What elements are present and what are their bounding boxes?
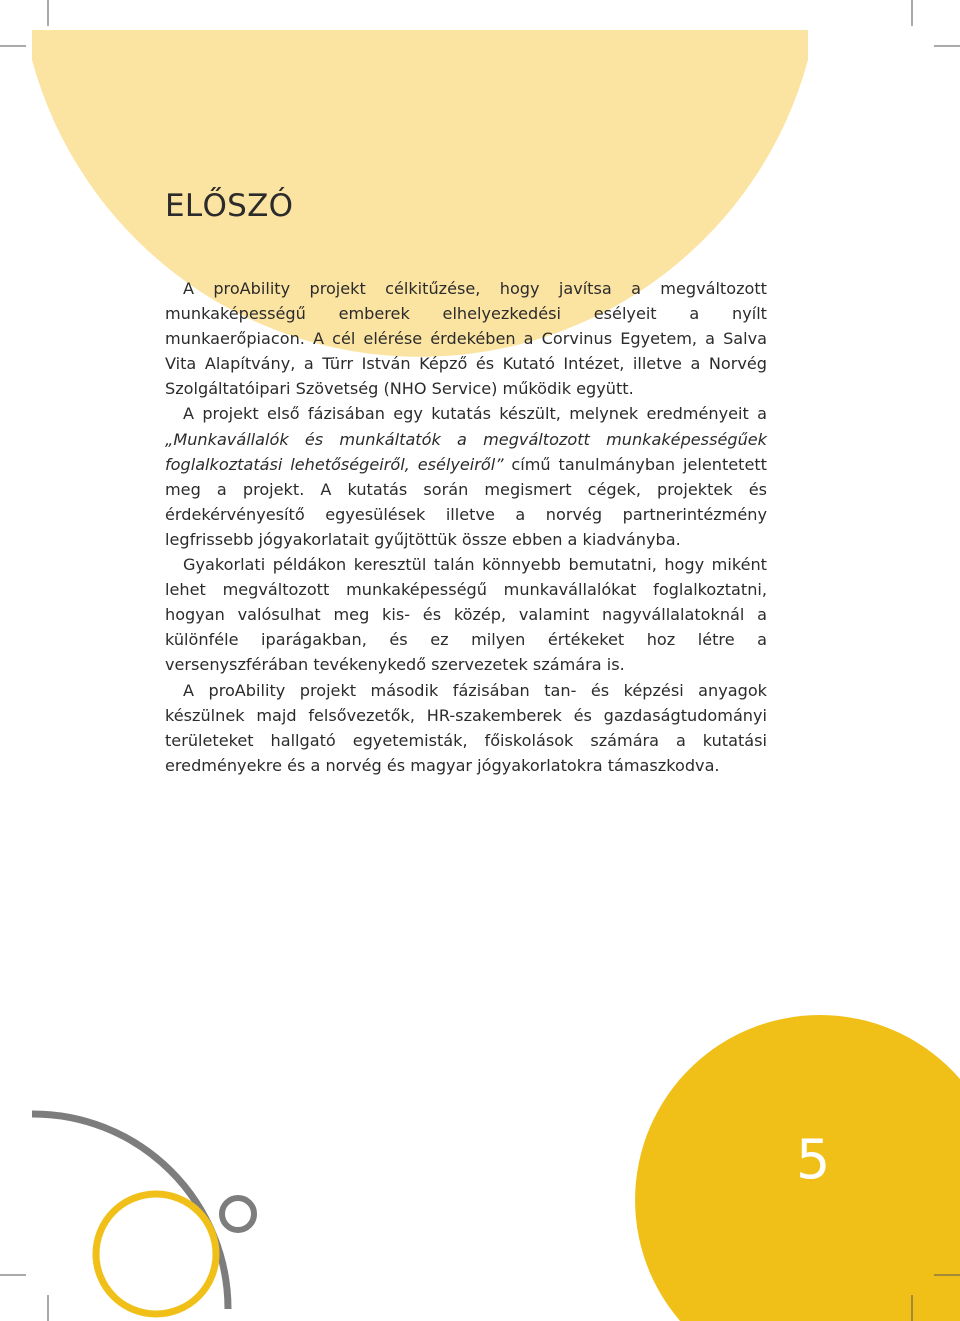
gold-ring-decoration <box>96 1194 216 1314</box>
paragraph-research-lead: A projekt első fázisában egy kutatás készült, melynek eredményeit a <box>183 404 767 424</box>
paragraph-research-rest: című tanulmányban jelentetett meg a projekt. A kutatás során megismert cégek, projektek és érdekérvényesítő egyesülések illetve a norvég partnerintézmény legfrissebb jógyakorlatait gyűjtöttük össze ebben a kiadványba. <box>165 454 767 549</box>
page-number: 5 <box>796 1128 831 1191</box>
paragraph-second-phase: A proAbility projekt második fázisában tan- és képzési anyagok készülnek majd felsővezetők, HR-szakemberek és gazdaságtudományi területeket hallgató egyetemisták, főiskolások számára a kutatási eredményekre és a norvég és magyar jógyakorlatokra támaszkodva. <box>165 680 767 775</box>
page-title: ELŐSZÓ <box>165 188 294 224</box>
paragraph-research <box>165 401 767 552</box>
study-title: „Munkavállalók és munkáltatók a megváltozott munkaképességűek foglalkoztatási lehetőségeiről, esélyeiről” <box>165 429 767 474</box>
foreword-body <box>165 276 767 778</box>
paragraph-examples: Gyakorlati példákon keresztül talán könnyebb bemutatni, hogy miként lehet megváltozott munkaképességű munkavállalókat foglalkoztatni, hogyan valósulhat meg kis- és közép, valamint nagyvállalatoknál a különféle iparágakban, és ez milyen értékeket hoz létre a versenyszférában tevékenykedő szervezetek számára is. <box>165 555 767 675</box>
small-gray-ring-decoration <box>222 1198 254 1230</box>
paragraph-intro: A proAbility projekt célkitűzése, hogy javítsa a megváltozott munkaképességű emberek elhelyezkedési esélyeit a nyílt munkaerőpiacon. A cél elérése érdekében a Corvinus Egyetem, a Salva Vita Alapítvány, a Türr István Képző és Kutató Intézet, illetve a Norvég Szolgáltatóipari Szövetség (NHO Service) működik együtt. <box>165 279 767 399</box>
